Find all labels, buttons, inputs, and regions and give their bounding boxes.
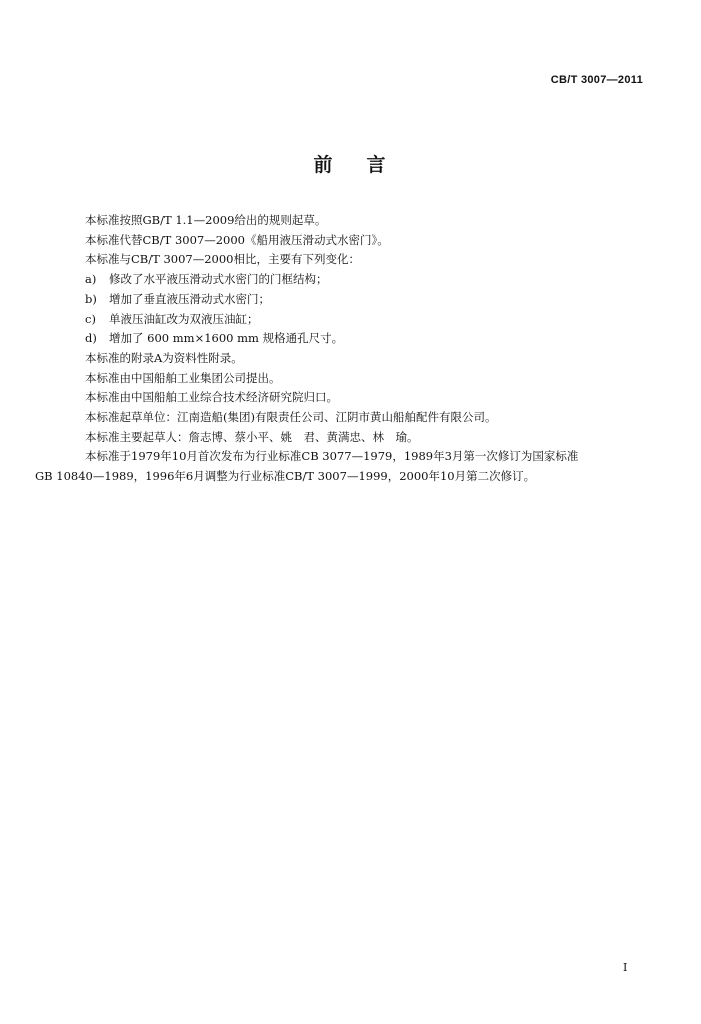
- paragraph-proposer: 本标准由中国船舶工业集团公司提出。: [85, 370, 281, 385]
- list-item-label: b): [85, 291, 97, 306]
- title-part-1: 前: [313, 154, 335, 176]
- list-item-label: a): [85, 272, 97, 287]
- paragraph-administrator: 本标准由中国船舶工业综合技术经济研究院归口。: [85, 390, 338, 405]
- paragraph-changes-intro: 本标准与CB/T 3007—2000相比，主要有下列变化：: [85, 252, 360, 267]
- list-item: [60, 310, 650, 330]
- list-item: [60, 290, 650, 310]
- list-item-text: 修改了水平液压滑动式水密门的门框结构；: [109, 272, 328, 287]
- page-number: I: [623, 961, 628, 974]
- list-item-text: 增加了 600 mm×1600 mm 规格通孔尺寸。: [109, 331, 344, 346]
- paragraph-history-line-1: 本标准于1979年10月首次发布为行业标准CB 3077—1979，1989年3月第一次修订为国家标准: [85, 449, 579, 464]
- list-item: [60, 329, 650, 349]
- title-part-2: 言: [366, 154, 388, 176]
- foreword-body: [35, 211, 650, 487]
- standard-code: CB/T 3007—2011: [550, 74, 643, 86]
- paragraph-appendix: 本标准的附录A为资料性附录。: [85, 350, 243, 365]
- list-item-label: d): [85, 331, 97, 346]
- page-title: [0, 150, 701, 177]
- paragraph-replaces: 本标准代替CB/T 3007—2000《船用液压滑动式水密门》。: [85, 232, 389, 247]
- paragraph-history-line-2: GB 10840—1989，1996年6月调整为行业标准CB/T 3007—1999，2000年10月第二次修订。: [35, 469, 536, 484]
- paragraph-drafting-units: 本标准起草单位：江南造船(集团)有限责任公司、江阴市黄山船舶配件有限公司。: [85, 410, 497, 425]
- list-item-text: 增加了垂直液压滑动式水密门；: [109, 291, 270, 306]
- list-item: [60, 270, 650, 290]
- list-item-text: 单液压油缸改为双液压油缸；: [109, 311, 259, 326]
- list-item-label: c): [85, 311, 96, 326]
- paragraph-drafting-rules: 本标准按照GB/T 1.1—2009给出的规则起草。: [85, 213, 327, 227]
- paragraph-drafters: 本标准主要起草人：詹志博、蔡小平、姚 君、黄满忠、林 瑜。: [85, 429, 419, 444]
